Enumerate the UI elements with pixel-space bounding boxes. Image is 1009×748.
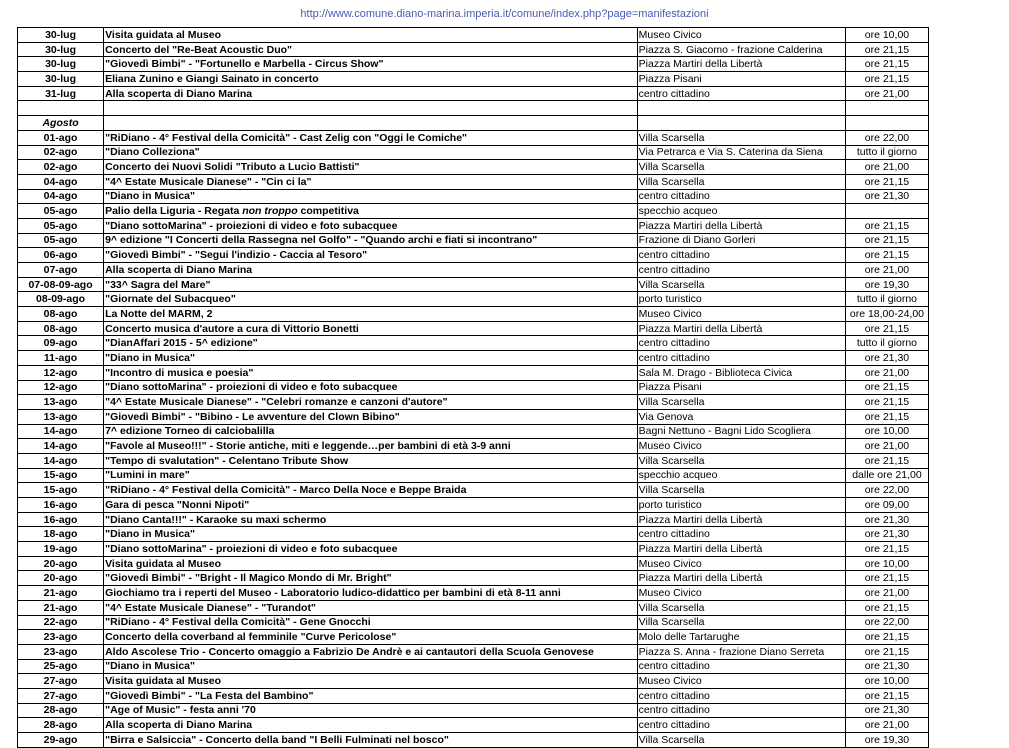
event-date: 08-ago <box>18 321 104 336</box>
event-title <box>104 116 638 131</box>
event-date: 11-ago <box>18 351 104 366</box>
events-table <box>17 27 929 748</box>
event-date: 15-ago <box>18 483 104 498</box>
event-date: 04-ago <box>18 174 104 189</box>
event-date: 13-ago <box>18 409 104 424</box>
event-title: Aldo Ascolese Trio - Concerto omaggio a Fabrizio De Andrè e ai cantautori della Scuola Genovese <box>104 644 638 659</box>
event-place: specchio acqueo <box>637 204 845 219</box>
month-label: Agosto <box>18 116 104 131</box>
event-time: ore 18,00-24,00 <box>845 307 928 322</box>
event-row <box>18 292 929 307</box>
event-title: Concerto musica d'autore a cura di Vittorio Bonetti <box>104 321 638 336</box>
event-title <box>104 101 638 116</box>
event-title: 9^ edizione "I Concerti della Rassegna nel Golfo" - "Quando archi e fiati si incontrano" <box>104 233 638 248</box>
event-title: "Birra e Salsiccia" - Concerto della band "I Belli Fulminati nel bosco" <box>104 733 638 748</box>
event-place: Museo Civico <box>637 28 845 43</box>
event-date: 28-ago <box>18 718 104 733</box>
event-title: "Giovedì Bimbi" - "La Festa del Bambino" <box>104 688 638 703</box>
event-row <box>18 307 929 322</box>
event-title: "33^ Sagra del Mare" <box>104 277 638 292</box>
event-date: 19-ago <box>18 542 104 557</box>
event-row <box>18 248 929 263</box>
event-time: ore 19,30 <box>845 277 928 292</box>
event-time: dalle ore 21,00 <box>845 468 928 483</box>
event-title: Visita guidata al Museo <box>104 28 638 43</box>
event-date: 20-ago <box>18 571 104 586</box>
event-place: Piazza Martiri della Libertà <box>637 321 845 336</box>
event-row <box>18 365 929 380</box>
event-row <box>18 336 929 351</box>
event-row <box>18 703 929 718</box>
event-row <box>18 189 929 204</box>
event-time: tutto il giorno <box>845 292 928 307</box>
event-time: ore 21,15 <box>845 600 928 615</box>
event-date: 15-ago <box>18 468 104 483</box>
event-time: ore 21,15 <box>845 321 928 336</box>
event-row <box>18 72 929 87</box>
event-time: ore 21,15 <box>845 380 928 395</box>
event-place: Villa Scarsella <box>637 453 845 468</box>
event-place: Villa Scarsella <box>637 160 845 175</box>
event-date: 04-ago <box>18 189 104 204</box>
event-title: "Giovedì Bimbi" - "Fortunello e Marbella - Circus Show" <box>104 57 638 72</box>
event-place: Frazione di Diano Gorleri <box>637 233 845 248</box>
event-date: 14-ago <box>18 424 104 439</box>
event-date: 23-ago <box>18 644 104 659</box>
event-place: centro cittadino <box>637 263 845 278</box>
event-time: ore 21,00 <box>845 718 928 733</box>
event-row <box>18 527 929 542</box>
event-title: "Diano Colleziona" <box>104 145 638 160</box>
event-time: ore 09,00 <box>845 498 928 513</box>
event-title: "4^ Estate Musicale Dianese" - "Celebri romanze e canzoni d'autore" <box>104 395 638 410</box>
event-title: 7^ edizione Torneo di calciobalilla <box>104 424 638 439</box>
event-date: 05-ago <box>18 233 104 248</box>
event-place: Villa Scarsella <box>637 615 845 630</box>
event-time: ore 10,00 <box>845 424 928 439</box>
event-date: 30-lug <box>18 28 104 43</box>
event-time: ore 21,15 <box>845 409 928 424</box>
event-date: 09-ago <box>18 336 104 351</box>
event-title: "Lumini in mare" <box>104 468 638 483</box>
event-place: Villa Scarsella <box>637 600 845 615</box>
event-title: Visita guidata al Museo <box>104 556 638 571</box>
event-date: 27-ago <box>18 688 104 703</box>
event-row <box>18 615 929 630</box>
event-row <box>18 395 929 410</box>
event-title: "Diano in Musica" <box>104 189 638 204</box>
event-time: ore 21,00 <box>845 439 928 454</box>
event-title-part: Palio della Liguria - Regata <box>105 205 240 218</box>
event-date: 22-ago <box>18 615 104 630</box>
event-row <box>18 512 929 527</box>
event-time: ore 21,00 <box>845 586 928 601</box>
event-place: Villa Scarsella <box>637 395 845 410</box>
event-row <box>18 160 929 175</box>
event-time: ore 19,30 <box>845 733 928 748</box>
event-row <box>18 380 929 395</box>
event-title: Alla scoperta di Diano Marina <box>104 263 638 278</box>
event-row <box>18 351 929 366</box>
event-place: centro cittadino <box>637 86 845 101</box>
event-place: Molo delle Tartarughe <box>637 630 845 645</box>
event-row <box>18 424 929 439</box>
event-date: 25-ago <box>18 659 104 674</box>
event-title: "Diano sottoMarina" - proiezioni di video e foto subacquee <box>104 380 638 395</box>
event-place: centro cittadino <box>637 703 845 718</box>
event-title: "Diano sottoMarina" - proiezioni di video e foto subacquee <box>104 218 638 233</box>
event-time: ore 10,00 <box>845 28 928 43</box>
event-row <box>18 130 929 145</box>
event-title <box>104 204 638 219</box>
event-time <box>845 101 928 116</box>
event-date: 07-ago <box>18 263 104 278</box>
event-row <box>18 145 929 160</box>
event-row <box>18 659 929 674</box>
event-place: specchio acqueo <box>637 468 845 483</box>
event-place: Piazza Pisani <box>637 72 845 87</box>
event-row <box>18 233 929 248</box>
event-time: ore 10,00 <box>845 674 928 689</box>
event-place <box>637 101 845 116</box>
event-date: 05-ago <box>18 218 104 233</box>
event-title: "RiDiano - 4° Festival della Comicità" - Cast Zelig con "Oggi le Comiche" <box>104 130 638 145</box>
event-title-italic: non troppo <box>242 205 298 218</box>
event-row <box>18 498 929 513</box>
event-title: "Diano Canta!!!" - Karaoke su maxi schermo <box>104 512 638 527</box>
event-row <box>18 644 929 659</box>
event-date: 14-ago <box>18 453 104 468</box>
event-place: Via Genova <box>637 409 845 424</box>
event-time: ore 21,30 <box>845 703 928 718</box>
event-time: ore 21,00 <box>845 263 928 278</box>
event-row <box>18 57 929 72</box>
event-title: Concerto dei Nuovi Solidi "Tributo a Lucio Battisti" <box>104 160 638 175</box>
event-place: Piazza Martiri della Libertà <box>637 218 845 233</box>
event-date: 18-ago <box>18 527 104 542</box>
event-place: Villa Scarsella <box>637 277 845 292</box>
event-time: ore 21,15 <box>845 395 928 410</box>
event-place: Museo Civico <box>637 586 845 601</box>
event-title: "4^ Estate Musicale Dianese" - "Cin ci la" <box>104 174 638 189</box>
event-date: 16-ago <box>18 498 104 513</box>
event-place: Bagni Nettuno - Bagni Lido Scogliera <box>637 424 845 439</box>
event-place: Museo Civico <box>637 307 845 322</box>
event-row <box>18 204 929 219</box>
event-title: Alla scoperta di Diano Marina <box>104 86 638 101</box>
event-place <box>637 116 845 131</box>
event-date: 23-ago <box>18 630 104 645</box>
event-row <box>18 453 929 468</box>
event-title: Concerto del "Re-Beat Acoustic Duo" <box>104 42 638 57</box>
event-row <box>18 277 929 292</box>
event-title: Gara di pesca "Nonni Nipoti" <box>104 498 638 513</box>
event-date: 01-ago <box>18 130 104 145</box>
event-row <box>18 28 929 43</box>
event-row <box>18 483 929 498</box>
event-place: centro cittadino <box>637 659 845 674</box>
event-time: ore 21,15 <box>845 42 928 57</box>
events-table-body <box>18 28 929 748</box>
event-place: centro cittadino <box>637 527 845 542</box>
event-row <box>18 718 929 733</box>
event-place: Villa Scarsella <box>637 130 845 145</box>
event-place: centro cittadino <box>637 189 845 204</box>
event-title: "Giovedì Bimbi" - "Bibino - Le avventure del Clown Bibino" <box>104 409 638 424</box>
event-date: 29-ago <box>18 733 104 748</box>
event-time: ore 22,00 <box>845 483 928 498</box>
event-time: ore 21,15 <box>845 248 928 263</box>
event-date: 30-lug <box>18 72 104 87</box>
event-row <box>18 101 929 116</box>
event-time: tutto il giorno <box>845 336 928 351</box>
event-date: 07-08-09-ago <box>18 277 104 292</box>
event-date: 12-ago <box>18 365 104 380</box>
event-row <box>18 556 929 571</box>
event-time: ore 21,15 <box>845 644 928 659</box>
event-time: ore 22,00 <box>845 615 928 630</box>
event-date: 16-ago <box>18 512 104 527</box>
event-title: Giochiamo tra i reperti del Museo - Laboratorio ludico-didattico per bambini di età 8-11 anni <box>104 586 638 601</box>
page-url: http://www.comune.diano-marina.imperia.it/comune/index.php?page=manifestazioni <box>300 8 709 20</box>
event-title: "Tempo di svalutation" - Celentano Tribute Show <box>104 453 638 468</box>
event-row <box>18 600 929 615</box>
event-title: "RiDiano - 4° Festival della Comicità" - Gene Gnocchi <box>104 615 638 630</box>
event-title-part: competitiva <box>300 205 359 218</box>
event-place: Villa Scarsella <box>637 483 845 498</box>
event-row <box>18 688 929 703</box>
event-title: "Diano in Musica" <box>104 659 638 674</box>
event-title: La Notte del MARM, 2 <box>104 307 638 322</box>
event-row <box>18 409 929 424</box>
event-place: Museo Civico <box>637 674 845 689</box>
event-date: 02-ago <box>18 160 104 175</box>
event-date: 14-ago <box>18 439 104 454</box>
event-date: 05-ago <box>18 204 104 219</box>
event-date: 02-ago <box>18 145 104 160</box>
event-place: porto turistico <box>637 498 845 513</box>
event-time: ore 10,00 <box>845 556 928 571</box>
event-title: "Giovedì Bimbi" - "Segui l'indizio - Caccia al Tesoro" <box>104 248 638 263</box>
event-title: "Diano in Musica" <box>104 527 638 542</box>
event-row <box>18 321 929 336</box>
event-title: "Diano in Musica" <box>104 351 638 366</box>
event-place: Piazza Martiri della Libertà <box>637 512 845 527</box>
event-place: porto turistico <box>637 292 845 307</box>
event-title: "Age of Music" - festa anni '70 <box>104 703 638 718</box>
event-place: Villa Scarsella <box>637 733 845 748</box>
event-row <box>18 263 929 278</box>
event-time <box>845 204 928 219</box>
event-place: Museo Civico <box>637 439 845 454</box>
event-row <box>18 174 929 189</box>
event-time: ore 21,15 <box>845 174 928 189</box>
event-time: ore 21,15 <box>845 688 928 703</box>
event-time: ore 21,15 <box>845 542 928 557</box>
event-time: ore 21,15 <box>845 57 928 72</box>
event-date: 13-ago <box>18 395 104 410</box>
event-title: Visita guidata al Museo <box>104 674 638 689</box>
event-row <box>18 630 929 645</box>
event-place: centro cittadino <box>637 336 845 351</box>
event-title: Eliana Zunino e Giangi Sainato in concerto <box>104 72 638 87</box>
event-row <box>18 86 929 101</box>
event-row <box>18 42 929 57</box>
event-time: ore 21,30 <box>845 351 928 366</box>
event-place: centro cittadino <box>637 718 845 733</box>
event-date: 21-ago <box>18 600 104 615</box>
event-title: "Diano sottoMarina" - proiezioni di video e foto subacquee <box>104 542 638 557</box>
event-time: ore 21,15 <box>845 453 928 468</box>
event-place: Piazza Pisani <box>637 380 845 395</box>
event-date: 31-lug <box>18 86 104 101</box>
event-date: 28-ago <box>18 703 104 718</box>
event-date: 08-ago <box>18 307 104 322</box>
event-date: 12-ago <box>18 380 104 395</box>
event-row <box>18 571 929 586</box>
event-place: Piazza S. Anna - frazione Diano Serreta <box>637 644 845 659</box>
event-time: tutto il giorno <box>845 145 928 160</box>
event-row <box>18 586 929 601</box>
event-title: "DianAffari 2015 - 5^ edizione" <box>104 336 638 351</box>
event-row <box>18 218 929 233</box>
event-date <box>18 101 104 116</box>
event-date: 30-lug <box>18 42 104 57</box>
event-title: "RiDiano - 4° Festival della Comicità" - Marco Della Noce e Beppe Braida <box>104 483 638 498</box>
event-time: ore 21,15 <box>845 218 928 233</box>
event-place: Piazza Martiri della Libertà <box>637 571 845 586</box>
event-time: ore 21,15 <box>845 72 928 87</box>
event-time: ore 21,30 <box>845 512 928 527</box>
event-row <box>18 439 929 454</box>
event-row <box>18 733 929 748</box>
event-date: 06-ago <box>18 248 104 263</box>
event-row <box>18 542 929 557</box>
event-time: ore 21,15 <box>845 233 928 248</box>
event-time <box>845 116 928 131</box>
event-title: Concerto della coverband al femminile "Curve Pericolose" <box>104 630 638 645</box>
event-time: ore 21,00 <box>845 160 928 175</box>
event-title: "Giornate del Subacqueo" <box>104 292 638 307</box>
event-date: 27-ago <box>18 674 104 689</box>
event-title: Alla scoperta di Diano Marina <box>104 718 638 733</box>
event-title: "Favole al Museo!!!" - Storie antiche, miti e leggende…per bambini di età 3-9 anni <box>104 439 638 454</box>
event-time: ore 21,30 <box>845 659 928 674</box>
event-place: Piazza Martiri della Libertà <box>637 57 845 72</box>
event-place: Museo Civico <box>637 556 845 571</box>
event-date: 30-lug <box>18 57 104 72</box>
event-row <box>18 674 929 689</box>
event-place: Sala M. Drago - Biblioteca Civica <box>637 365 845 380</box>
event-time: ore 22,00 <box>845 130 928 145</box>
event-row <box>18 468 929 483</box>
event-place: Piazza S. Giacomo - frazione Calderina <box>637 42 845 57</box>
event-time: ore 21,30 <box>845 527 928 542</box>
event-date: 21-ago <box>18 586 104 601</box>
event-place: centro cittadino <box>637 248 845 263</box>
month-header-row <box>18 116 929 131</box>
event-title: "Incontro di musica e poesia" <box>104 365 638 380</box>
event-date: 20-ago <box>18 556 104 571</box>
event-time: ore 21,15 <box>845 571 928 586</box>
event-time: ore 21,15 <box>845 630 928 645</box>
event-date: 08-09-ago <box>18 292 104 307</box>
event-title: "Giovedì Bimbi" - "Bright - Il Magico Mondo di Mr. Bright" <box>104 571 638 586</box>
event-time: ore 21,00 <box>845 86 928 101</box>
event-place: centro cittadino <box>637 688 845 703</box>
event-place: Via Petrarca e Via S. Caterina da Siena <box>637 145 845 160</box>
event-time: ore 21,00 <box>845 365 928 380</box>
event-place: centro cittadino <box>637 351 845 366</box>
event-place: Villa Scarsella <box>637 174 845 189</box>
event-title: "4^ Estate Musicale Dianese" - "Turandot" <box>104 600 638 615</box>
event-place: Piazza Martiri della Libertà <box>637 542 845 557</box>
event-time: ore 21,30 <box>845 189 928 204</box>
